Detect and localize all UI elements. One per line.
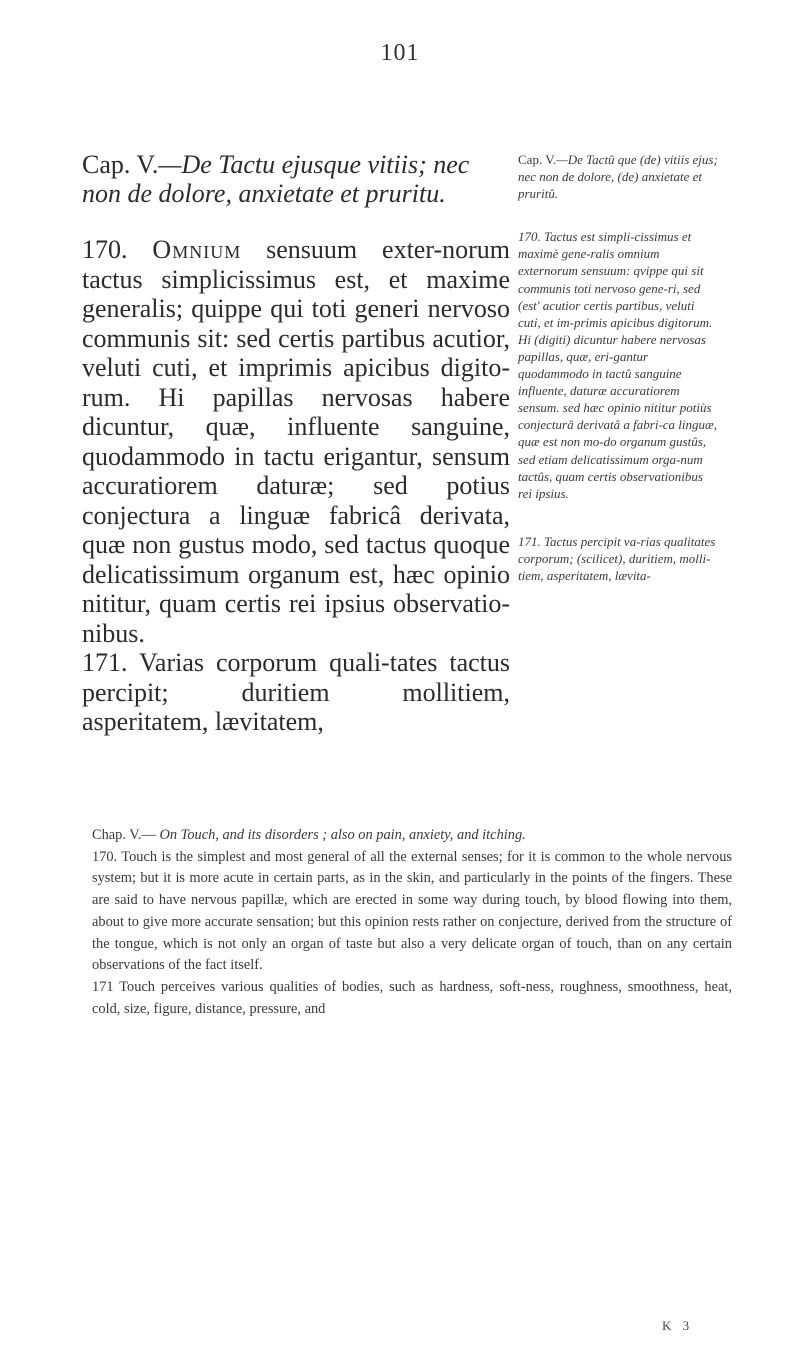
footnote-paragraph-170: 170. Touch is the simplest and most general of all the external senses; for it is common to the whole nervous system; but it is more acute in certain parts, as in the skin, and particularly in the points of the fingers. These are said to have nervous papillæ, which are erected in some way during touch, by blood flowing into them, about to give more accurate sensation; but this opinion rests rather on conjecture, derived from the structure of the tongue, which is not only an organ of taste but also a very delicate organ of touch, than on any certain observations of the fact itself. bbox=[92, 848, 732, 974]
gloss-chapter-title: —De Tactû que (de) vitiis ejus; nec non de dolore, (de) anxietate et pruritû. bbox=[518, 152, 718, 202]
paragraph-first-word: Omnium bbox=[152, 235, 242, 264]
side-gloss-column bbox=[518, 151, 718, 584]
paragraph-number: 171. bbox=[82, 648, 128, 677]
paragraph-text: sensuum exter-norum tactus simplicissimus est, et maxime generalis; quippe qui toti generi nervoso communis sit: sed certis partibus acutior, veluti cuti, et imprimis apicibus digito-rum. Hi papillas nervosas habere dicuntur, quæ, influente sanguine, quodammodo in tactu erigantur, sensum accuratiorem daturæ; sed potius conjectura a linguæ fabricâ derivata, quæ non gustus modo, sed tactus quoque delicatissimum organum est, hæc opinio nititur, quam certis rei ipsius observatio-nibus. bbox=[82, 235, 511, 648]
footnote-chapter-title: On Touch, and its disorders ; also on pain, anxiety, and itching. bbox=[159, 827, 526, 843]
gloss-paragraph-171: 171. Tactus percipit va-rias qualitates corporum; (scilicet), duritiem, molli-tiem, asperitatem, lævita- bbox=[518, 533, 716, 583]
signature-mark: K 3 bbox=[662, 1318, 694, 1333]
gloss-paragraph-170: 170. Tactus est simpli-cissimus et maximè gene-ralis omnium externorum sensuum: qvippe qui sit communis toti nervoso gene-ri, sed (est' acutior certis partibus, veluti cuti, et im-primis apicibus digitorum. Hi (digiti) dicuntur habere nervosas papillas, quæ, eri-gantur quodammodo in tactû sanguine influente, daturæ accuratiorem sensum. sed hæc opinio nititur potiùs conjecturâ derivatâ a fabri-ca linguæ, quæ est non mo-do organum gustûs, sed etiam delicatissimum orga-num tactûs, quam certis observationibus rei ipsius. bbox=[518, 229, 717, 501]
translation-footnote bbox=[92, 825, 732, 1020]
paragraph-number: 170. bbox=[82, 235, 128, 264]
page-number: 101 bbox=[380, 40, 420, 66]
paragraph-text: Varias corporum quali-tates tactus percipit; duritiem mollitiem, asperitatem, lævitatem, bbox=[82, 648, 510, 736]
gloss-chapter-label: Cap. V. bbox=[518, 152, 557, 167]
chapter-title: —De Tactu ejusque vitiis; nec non de dolore, anxietate et pruritu. bbox=[82, 150, 470, 208]
paragraph-171 bbox=[82, 648, 510, 737]
chapter-heading bbox=[82, 150, 510, 208]
main-text-column bbox=[82, 150, 510, 737]
chapter-label: Cap. V. bbox=[82, 150, 159, 179]
gloss-heading bbox=[518, 151, 718, 202]
footnote-chapter-label: Chap. V.— bbox=[92, 827, 156, 843]
footnote-heading bbox=[92, 825, 732, 847]
footnote-paragraph-171: 171 Touch perceives various qualities of bodies, such as hardness, soft-ness, roughness, smoothness, heat, cold, size, figure, distance, pressure, and bbox=[92, 978, 732, 1017]
paragraph-170 bbox=[82, 235, 510, 648]
